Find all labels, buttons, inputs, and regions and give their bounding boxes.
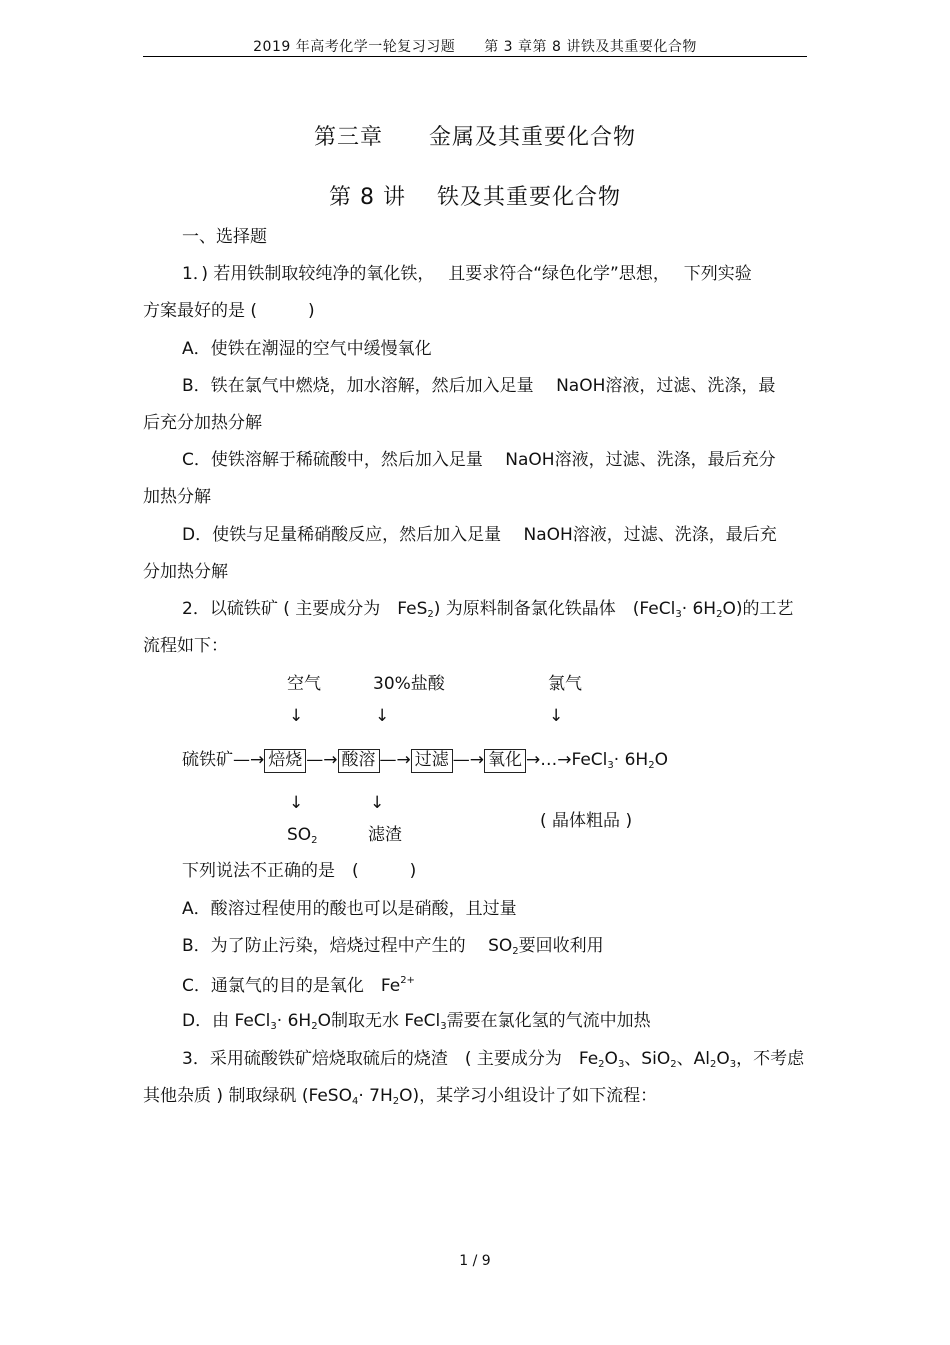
q1-stem-line2: 方案最好的是 ( ) [143, 301, 315, 321]
flow-arrow-down-so2: ↓ [289, 793, 304, 813]
flow-main-row [182, 749, 668, 773]
q1-option-c-line2: 加热分解 [143, 487, 211, 507]
q3-stem-line2: 其他杂质 ) 制取绿矾 (FeSO$_4$· $7H_2O$)，某学习小组设计了如下流程： [143, 1086, 658, 1107]
q1-option-a: A．使铁在潮湿的空气中缓慢氧化 [182, 339, 432, 359]
flow-product: →…→FeCl$_3$· $6H_2O$ [526, 750, 668, 771]
flow-arrow-down-air: ↓ [289, 706, 304, 726]
flow-arrow-down-residue: ↓ [370, 793, 385, 813]
q2-stem-line2: 流程如下： [143, 636, 228, 656]
q1-stem-line1: 1．) 若用铁制取较纯净的氧化铁， 且要求符合“绿色化学”思想， 下列实验 [182, 264, 752, 284]
q1-option-c-line1: C．使铁溶解于稀硫酸中，然后加入足量 NaOH溶液，过滤、洗涤，最后充分 [182, 450, 776, 470]
page-number: 1 / 9 [459, 1253, 491, 1269]
flow-output-residue: 滤渣 [368, 825, 402, 845]
flow-output-so2: $SO_2$ [287, 825, 318, 846]
lesson-title: 第 8 讲 铁及其重要化合物 [329, 185, 621, 210]
q1-option-b-line1: B．铁在氯气中燃烧，加水溶解，然后加入足量 NaOH溶液，过滤、洗涤，最 [182, 376, 776, 396]
flow-step-oxidize: 氧化 [484, 749, 526, 773]
flow-input-hcl: 30%盐酸 [373, 674, 445, 694]
flow-arrow-down-chlorine: ↓ [549, 706, 564, 726]
q1-option-b-line2: 后充分加热分解 [143, 413, 262, 433]
section-heading: 一、选择题 [182, 227, 267, 247]
q3-stem-line1: 3．采用硫酸铁矿焙烧取硫后的烧渣 ( 主要成分为 $Fe_2O_3$、SiO$_2$、$Al_2O_3$，不考虑 [182, 1049, 805, 1070]
flow-step-roasting: 焙烧 [264, 749, 306, 773]
q2-option-c: C．通氯气的目的是氧化 $Fe^{2+}$ [182, 975, 415, 996]
header-rule [143, 56, 807, 57]
page-header: 2019 年高考化学一轮复习习题 第 3 章第 8 讲铁及其重要化合物 [253, 39, 697, 55]
flow-arrow: —→ [306, 750, 338, 770]
chapter-title: 第三章 金属及其重要化合物 [313, 125, 636, 150]
flow-start-ore: 硫铁矿 [182, 750, 233, 770]
flow-crude-crystal-note: ( 晶体粗品 ) [540, 811, 633, 831]
q1-option-d-line1: D．使铁与足量稀硝酸反应，然后加入足量 NaOH溶液，过滤、洗涤，最后充 [182, 525, 777, 545]
flow-step-filter: 过滤 [411, 749, 453, 773]
flow-arrow: —→ [452, 750, 484, 770]
q2-ask: 下列说法不正确的是 ( ) [182, 861, 417, 881]
flow-arrow-down-hcl: ↓ [375, 706, 390, 726]
q1-option-d-line2: 分加热分解 [143, 562, 228, 582]
flow-input-air: 空气 [287, 674, 321, 694]
flow-input-chlorine: 氯气 [548, 674, 582, 694]
q2-option-d: D．由 FeCl$_3$· $6H_2O$制取无水 FeCl$_3$需要在氯化氢的气流中加热 [182, 1011, 651, 1032]
flow-step-acid-dissolve: 酸溶 [338, 749, 380, 773]
flow-arrow: —→ [379, 750, 411, 770]
q2-option-a: A．酸溶过程使用的酸也可以是硝酸，且过量 [182, 899, 517, 919]
q2-option-b: B．为了防止污染，焙烧过程中产生的 $SO_2$要回收利用 [182, 936, 604, 957]
q2-stem-line1: 2．以硫铁矿 ( 主要成分为 FeS$_2$) 为原料制备氯化铁晶体 (FeCl$_3$· $6H_2O$)的工艺 [182, 599, 794, 620]
flow-arrow: —→ [233, 750, 265, 770]
